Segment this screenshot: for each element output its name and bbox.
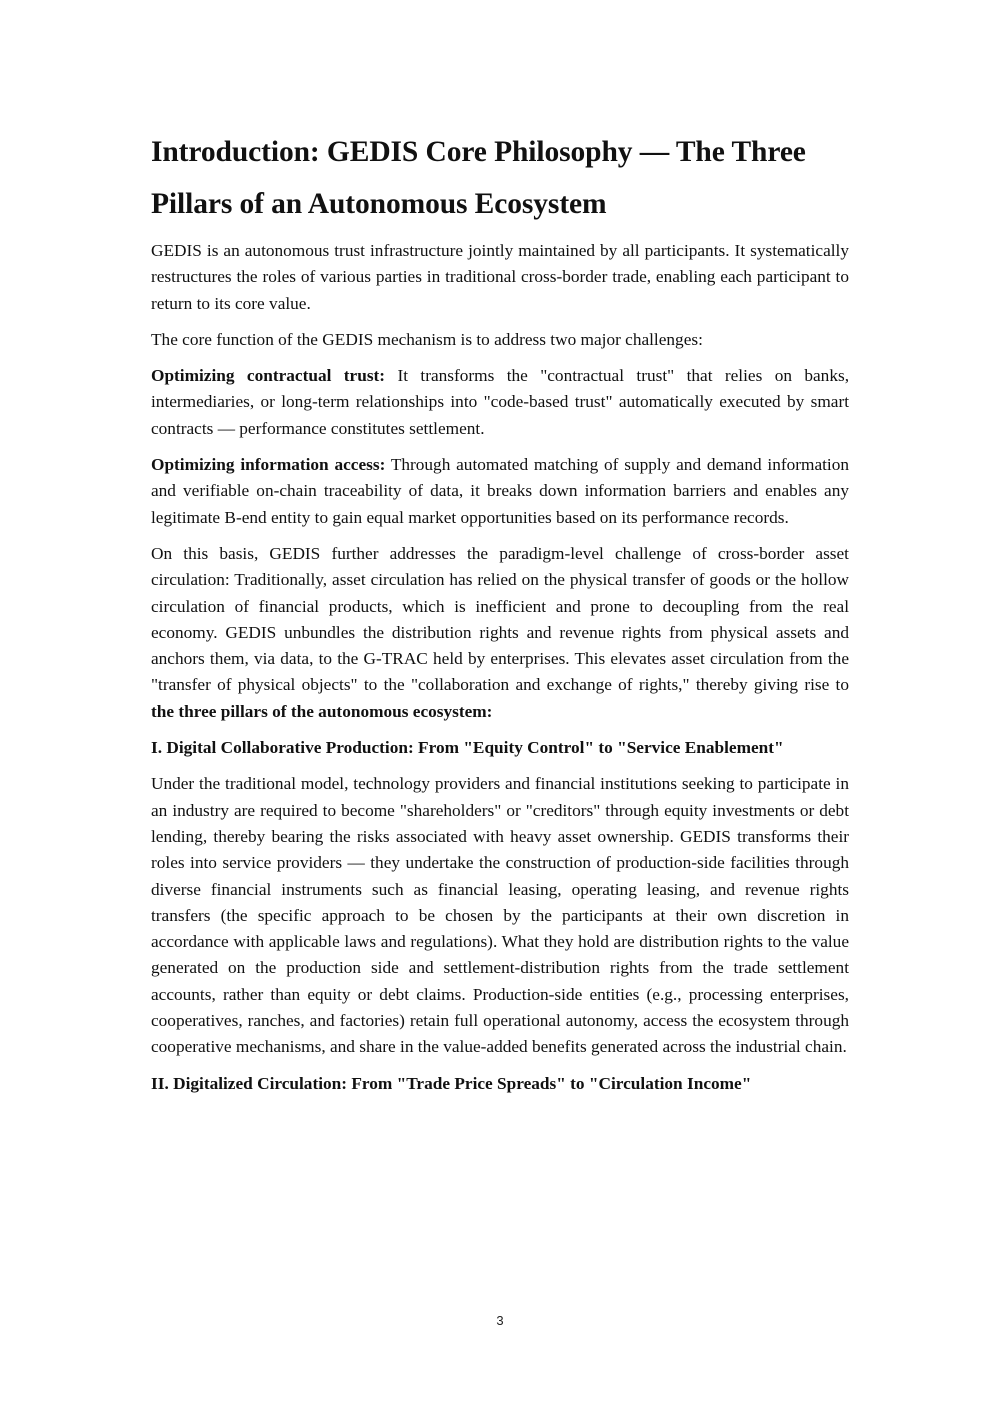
section-1-body: Under the traditional model, technology providers and financial institutions seeking to participate in an industry are required to become "shareholders" or "creditors" through equity investments or debt lending, thereby bearing the risks associated with heavy asset ownership. GEDIS transforms their roles into service providers — they undertake the construction of production-side facilities through diverse financial instruments such as financial leasing, operating leasing, and revenue rights transfers (the specific approach to be chosen by the participants at their own discretion in accordance with applicable laws and regulations). What they hold are distribution rights to the value generated on the production side and settlement-distribution rights from the trade settlement accounts, rather than equity or debt claims. Production-side entities (e.g., processing enterprises, cooperatives, ranches, and factories) retain full operational autonomy, access the ecosystem through cooperative mechanisms, and share in the value-added benefits generated across the industrial chain.: [151, 774, 849, 1057]
core-function-paragraph: The core function of the GEDIS mechanism is to address two major challenges:: [151, 329, 703, 349]
information-access-lead: Optimizing information access:: [151, 455, 386, 475]
document-page: [151, 126, 849, 1107]
contractual-trust-lead: Optimizing contractual trust:: [151, 366, 386, 386]
three-pillars-phrase: the three pillars of the autonomous ecosystem:: [151, 701, 493, 721]
contractual-trust-paragraph: [151, 363, 849, 442]
document-title: Introduction: GEDIS Core Philosophy — The Three Pillars of an Autonomous Ecosystem: [151, 136, 806, 220]
section-2-heading: II. Digitalized Circulation: From "Trade Price Spreads" to "Circulation Income": [151, 1073, 752, 1093]
information-access-text: Through automated matching of supply and demand information and verifiable on-chain traceability of data, it breaks down information barriers and enables any legitimate B-end entity to gain equal market opportunities based on its performance records.: [151, 455, 849, 527]
page-number: 3: [496, 1313, 504, 1328]
section-1-heading: I. Digital Collaborative Production: From "Equity Control" to "Service Enablement": [151, 738, 784, 758]
asset-circulation-paragraph: [151, 541, 849, 725]
contractual-trust-text: It transforms the "contractual trust" that relies on banks, intermediaries, or long-term relationships into "code-based trust" automatically executed by smart contracts — performance constitutes settlement.: [151, 366, 850, 438]
intro-paragraph: GEDIS is an autonomous trust infrastructure jointly maintained by all participants. It systematically restructures the roles of various parties in traditional cross-border trade, enabling each participant to return to its core value.: [151, 241, 849, 313]
information-access-paragraph: [151, 452, 849, 531]
asset-circulation-text: On this basis, GEDIS further addresses the paradigm-level challenge of cross-border asset circulation: Traditionally, asset circulation has relied on the physical transfer of goods or the hollow circulation of financial products, which is inefficient and prone to decoupling from the real economy. GEDIS unbundles the distribution rights and revenue rights from physical assets and anchors them, via data, to the G-TRAC held by enterprises. This elevates asset circulation from the "transfer of physical objects" to the "collaboration and exchange of rights," thereby giving rise to: [151, 543, 849, 695]
